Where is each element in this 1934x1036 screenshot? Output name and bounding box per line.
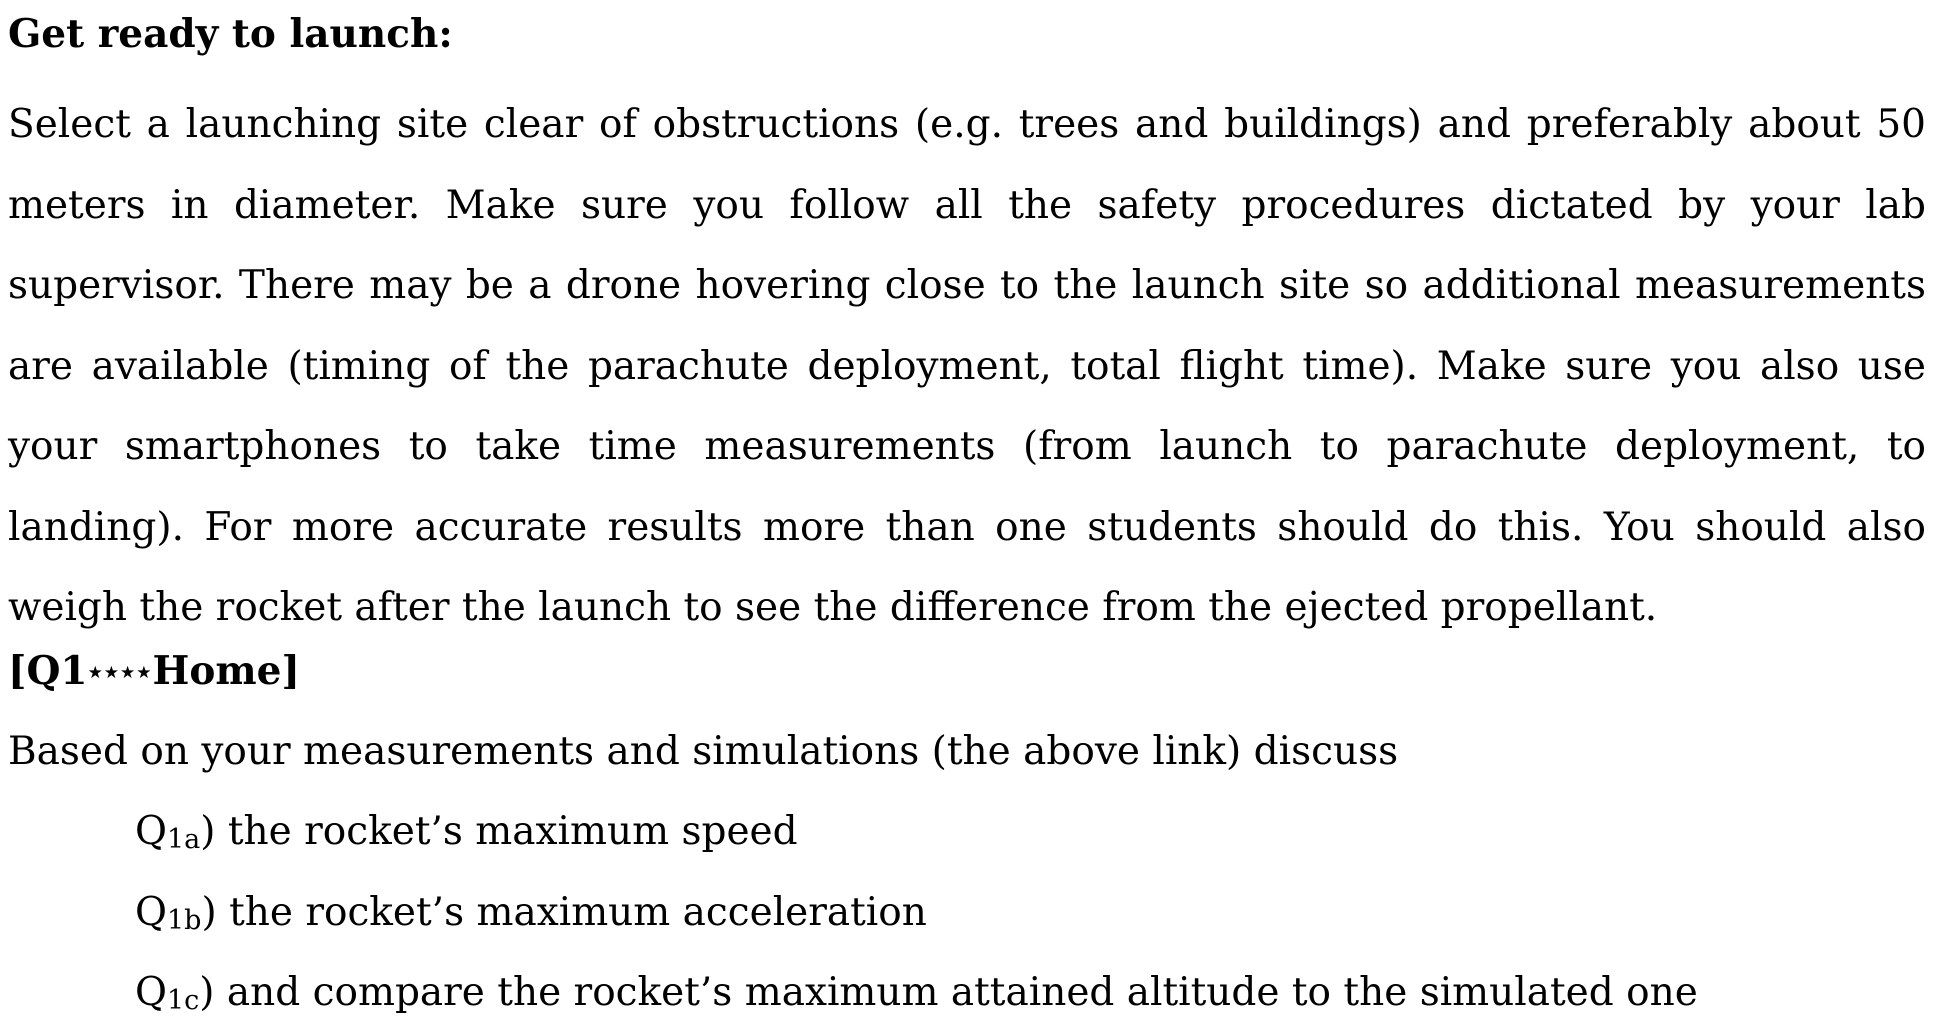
question-header [8,645,300,699]
sub-question-index: 1a [166,824,201,855]
sub-question-text: the rocket’s maximum acceleration [216,890,927,935]
sub-question-1c [135,967,1698,1027]
sub-question-1a [135,806,798,866]
question-header-suffix: Home] [152,648,300,694]
sub-question-label: Q [135,890,167,935]
section-heading: Get ready to launch: [8,11,453,57]
sub-question-index: 1b [166,905,202,936]
question-intro: Based on your measurements and simulations (the above link) discuss [8,729,1399,774]
sub-question-label: Q [135,809,167,854]
sub-question-text: and compare the rocket’s maximum attained altitude to the simulated one [214,970,1698,1015]
sub-question-index: 1c [166,985,200,1016]
instructions-paragraph: Select a launching site clear of obstructions (e.g. trees and buildings) and preferably about 50 meters in diameter. Make sure you follow all the safety procedures dictated by your lab supervisor. There may be a drone hovering close to the launch site so additional measurements are available (timing of the parachute deployment, total flight time). Make sure you also use your smartphones to take time measurements (from launch to parachute deployment, to landing). For more accurate results more than one students should do this. You should also weigh the rocket after the launch to see the difference from the ejected propellant. [8,102,1926,630]
sub-question-1b [135,887,927,947]
sub-question-label: Q [135,970,167,1015]
sub-question-close: ) [201,890,217,935]
sub-question-text: the rocket’s maximum speed [215,809,798,854]
sub-question-close: ) [199,970,215,1015]
difficulty-stars-icon: ★★★★ [87,663,153,683]
sub-question-close: ) [200,809,216,854]
question-header-prefix: [Q1 [8,648,88,694]
